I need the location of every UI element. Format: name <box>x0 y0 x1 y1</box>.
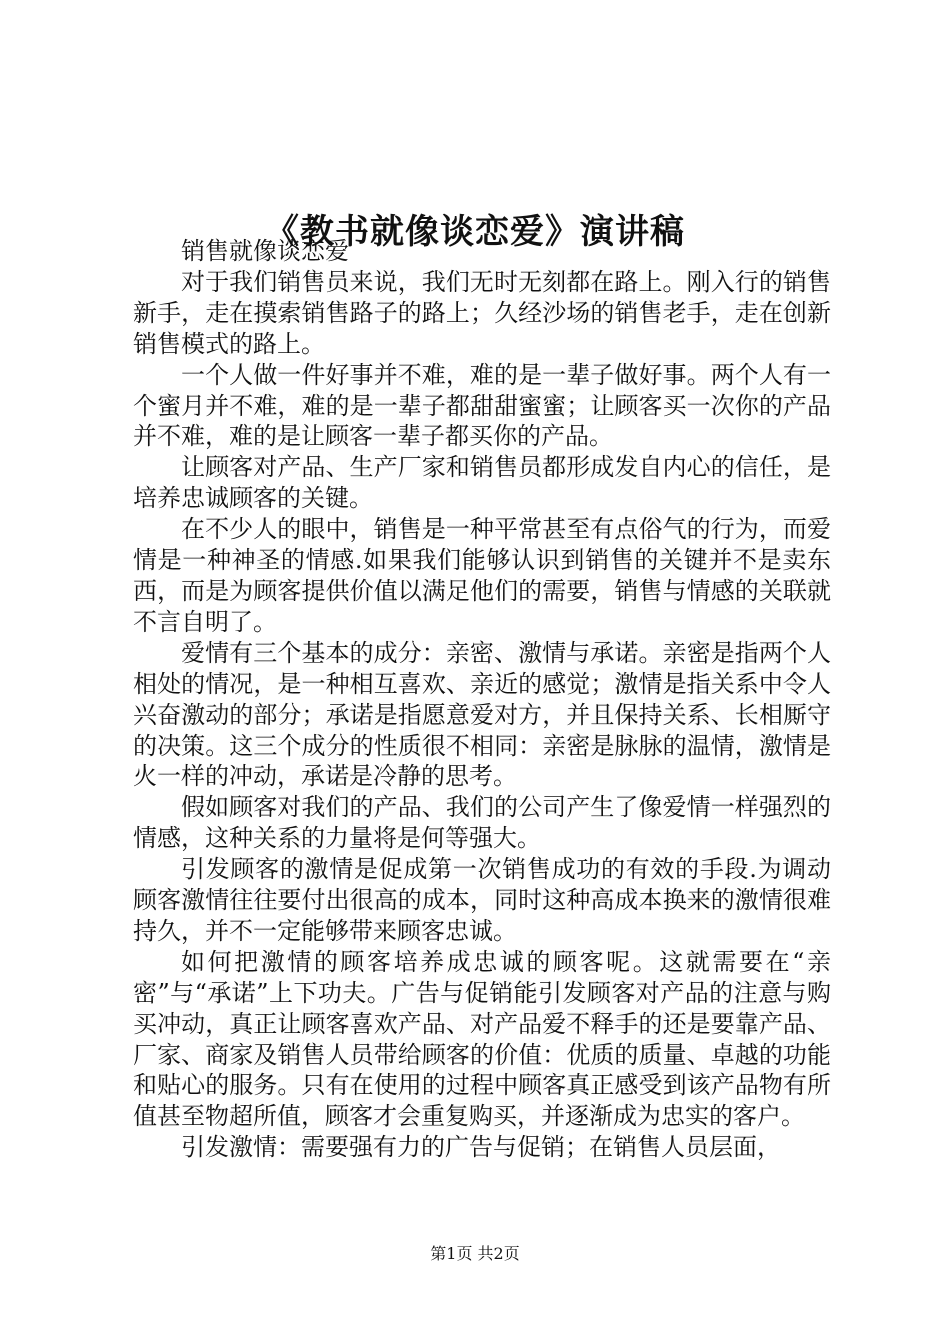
document-body <box>133 236 831 1163</box>
paragraph-subtitle: 销售就像谈恋爱 <box>181 237 349 265</box>
paragraph: 引发顾客的激情是促成第一次销售成功的有效的手段.为调动顾客激情往往要付出很高的成本，同时这种高成本换来的激情很难持久，并不一定能够带来顾客忠诚。 <box>133 855 831 945</box>
paragraph: 如何把激情的顾客培养成忠诚的顾客呢。这就需要在“亲密”与“承诺”上下功夫。广告与促销能引发顾客对产品的注意与购买冲动，真正让顾客喜欢产品、对产品爱不释手的还是要靠产品、厂家、商家及销售人员带给顾客的价值：优质的质量、卓越的功能和贴心的服务。只有在使用的过程中顾客真正感受到该产品物有所值甚至物超所值，顾客才会重复购买，并逐渐成为忠实的客户。 <box>133 947 831 1131</box>
paragraph: 在不少人的眼中，销售是一种平常甚至有点俗气的行为，而爱情是一种神圣的情感.如果我们能够认识到销售的关键并不是卖东西，而是为顾客提供价值以满足他们的需要，销售与情感的关联就不言自明了。 <box>133 515 831 636</box>
document-title: 《教书就像谈恋爱》演讲稿 <box>265 211 685 252</box>
paragraph: 一个人做一件好事并不难，难的是一辈子做好事。两个人有一个蜜月并不难，难的是一辈子都甜甜蜜蜜；让顾客买一次你的产品并不难，难的是让顾客一辈子都买你的产品。 <box>133 360 831 451</box>
paragraph: 对于我们销售员来说，我们无时无刻都在路上。刚入行的销售新手，走在摸索销售路子的路上；久经沙场的销售老手，走在创新销售模式的路上。 <box>133 267 831 358</box>
page-number-footer: 第1页 共2页 <box>430 1244 520 1263</box>
paragraph: 假如顾客对我们的产品、我们的公司产生了像爱情一样强烈的情感，这种关系的力量将是何等强大。 <box>133 793 831 853</box>
paragraph: 让顾客对产品、生产厂家和销售员都形成发自内心的信任，是培养忠诚顾客的关键。 <box>133 453 831 513</box>
paragraph: 爱情有三个基本的成分：亲密、激情与承诺。亲密是指两个人相处的情况，是一种相互喜欢、亲近的感觉；激情是指关系中令人兴奋激动的部分；承诺是指愿意爱对方，并且保持关系、长相厮守的决策。这三个成分的性质很不相同：亲密是脉脉的温情，激情是火一样的冲动，承诺是冷静的思考。 <box>133 638 831 791</box>
paragraph: 引发激情：需要强有力的广告与促销；在销售人员层面， <box>181 1133 781 1162</box>
